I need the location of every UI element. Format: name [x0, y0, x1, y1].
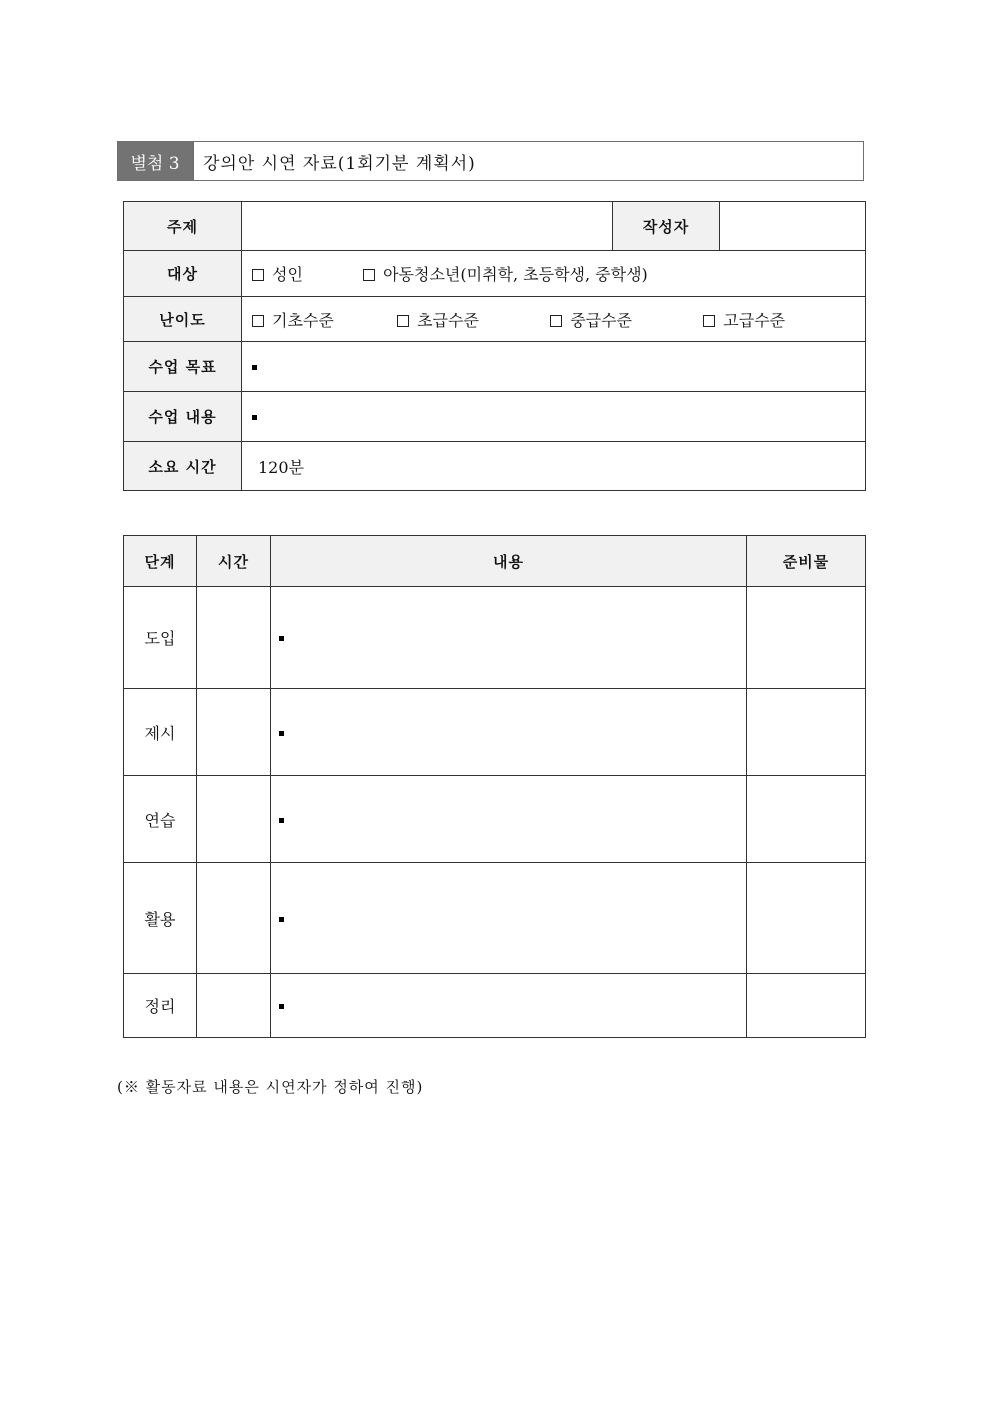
stage-cell: 활용: [124, 863, 197, 974]
materials-cell[interactable]: [747, 974, 866, 1038]
stage-cell: 연습: [124, 776, 197, 863]
checkbox-icon[interactable]: [252, 269, 264, 281]
content-header: 내용: [271, 536, 747, 587]
table-row: [124, 776, 866, 863]
materials-header: 준비물: [747, 536, 866, 587]
duration-field[interactable]: 120분: [242, 442, 866, 491]
checkbox-icon[interactable]: [252, 315, 264, 327]
stage-cell: 제시: [124, 689, 197, 776]
difficulty-option-intermediate[interactable]: [550, 308, 698, 331]
duration-label: 소요 시간: [124, 442, 242, 491]
table-row: [124, 689, 866, 776]
checkbox-icon[interactable]: [397, 315, 409, 327]
table-row: [124, 863, 866, 974]
difficulty-option-basic[interactable]: [252, 308, 392, 331]
bullet-icon: [279, 1004, 284, 1009]
difficulty-option-label: 고급수준: [723, 310, 786, 330]
time-cell[interactable]: [197, 974, 271, 1038]
checkbox-icon[interactable]: [703, 315, 715, 327]
goal-field[interactable]: [242, 342, 866, 392]
checkbox-icon[interactable]: [550, 315, 562, 327]
bullet-icon: [252, 365, 257, 370]
content-label: 수업 내용: [124, 392, 242, 442]
difficulty-option-beginner[interactable]: [397, 308, 545, 331]
subject-row: [124, 202, 866, 251]
content-cell[interactable]: [271, 863, 747, 974]
lesson-info-table: [123, 201, 866, 491]
target-row: [124, 251, 866, 297]
bullet-icon: [279, 731, 284, 736]
difficulty-label: 난이도: [124, 297, 242, 342]
content-cell[interactable]: [271, 974, 747, 1038]
goal-row: [124, 342, 866, 392]
content-row: [124, 392, 866, 442]
bullet-icon: [279, 818, 284, 823]
content-field[interactable]: [242, 392, 866, 442]
content-cell[interactable]: [271, 776, 747, 863]
time-header: 시간: [197, 536, 271, 587]
time-cell[interactable]: [197, 689, 271, 776]
stage-header: 단계: [124, 536, 197, 587]
materials-cell[interactable]: [747, 689, 866, 776]
content-cell[interactable]: [271, 587, 747, 689]
stage-cell: 정리: [124, 974, 197, 1038]
subject-field[interactable]: [242, 202, 613, 251]
target-option-adult[interactable]: [252, 262, 358, 285]
appendix-label: 별첨 3: [118, 142, 194, 180]
appendix-title-box: [117, 141, 864, 181]
bullet-icon: [279, 636, 284, 641]
target-option-youth[interactable]: [363, 262, 648, 285]
target-label: 대상: [124, 251, 242, 297]
difficulty-option-label: 중급수준: [570, 310, 633, 330]
author-field[interactable]: [720, 202, 866, 251]
plan-header-row: [124, 536, 866, 587]
target-options: [242, 251, 866, 297]
difficulty-row: [124, 297, 866, 342]
difficulty-option-advanced[interactable]: [703, 308, 785, 331]
materials-cell[interactable]: [747, 863, 866, 974]
content-cell[interactable]: [271, 689, 747, 776]
bullet-icon: [252, 415, 257, 420]
target-option-label: 성인: [272, 265, 303, 284]
bullet-icon: [279, 917, 284, 922]
table-row: [124, 587, 866, 689]
lesson-plan-table: [123, 535, 866, 1038]
duration-row: [124, 442, 866, 491]
document-title: 강의안 시연 자료(1회기분 계획서): [203, 153, 476, 174]
difficulty-option-label: 초급수준: [417, 310, 479, 330]
difficulty-option-label: 기초수준: [272, 310, 334, 330]
materials-cell[interactable]: [747, 587, 866, 689]
time-cell[interactable]: [197, 776, 271, 863]
difficulty-options: [242, 297, 866, 342]
table-row: [124, 974, 866, 1038]
stage-cell: 도입: [124, 587, 197, 689]
checkbox-icon[interactable]: [363, 269, 375, 281]
footnote: (※ 활동자료 내용은 시연자가 정하여 진행): [117, 1078, 424, 1096]
subject-label: 주제: [124, 202, 242, 251]
time-cell[interactable]: [197, 863, 271, 974]
goal-label: 수업 목표: [124, 342, 242, 392]
materials-cell[interactable]: [747, 776, 866, 863]
target-option-label: 아동청소년(미취학, 초등학생, 중학생): [383, 265, 648, 284]
time-cell[interactable]: [197, 587, 271, 689]
author-label: 작성자: [613, 202, 720, 251]
